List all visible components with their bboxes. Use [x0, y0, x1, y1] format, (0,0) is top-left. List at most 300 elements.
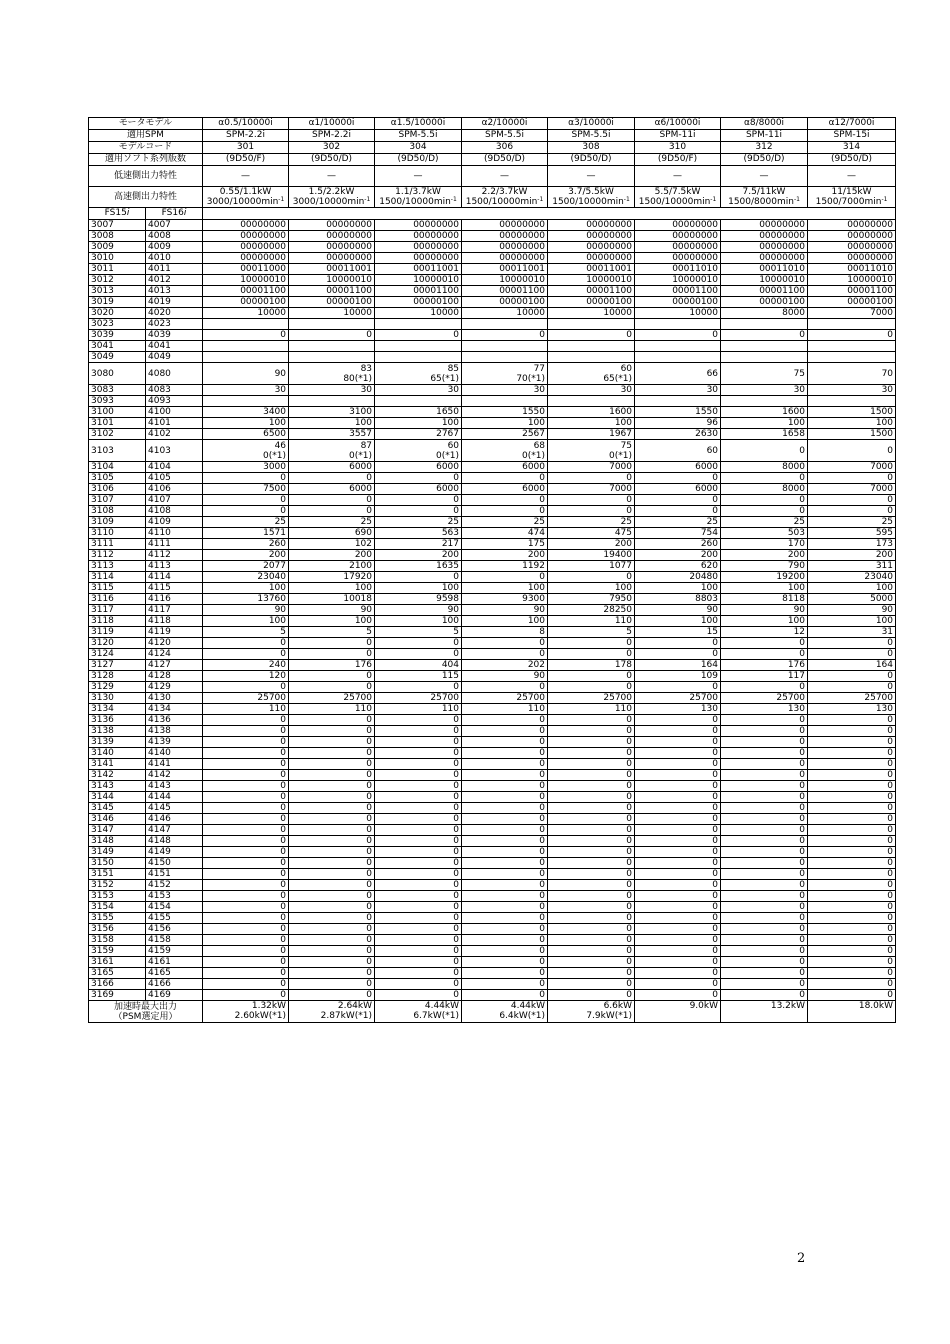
param-value-cell: 100 — [808, 583, 896, 594]
param-value-cell: 0 — [808, 737, 896, 748]
param-value-cell: 30 — [462, 385, 548, 396]
param-value-cell: 790 — [721, 561, 808, 572]
param-value-cell: 00000000 — [462, 242, 548, 253]
table-row — [89, 517, 896, 528]
param-no-fs16: 4115 — [146, 583, 203, 594]
table-row — [89, 319, 896, 330]
param-value-cell: 0 — [548, 990, 635, 1001]
param-value-cell: 0 — [721, 847, 808, 858]
param-no-fs15: 3130 — [89, 693, 146, 704]
param-value-cell: 0 — [289, 330, 375, 341]
param-value-cell: 00000000 — [808, 220, 896, 231]
param-value-cell: 10000 — [635, 308, 721, 319]
model-code-cell: 314 — [808, 142, 896, 154]
param-value-cell: 0 — [808, 858, 896, 869]
param-value-cell — [635, 341, 721, 352]
param-value-cell: 0 — [635, 847, 721, 858]
param-value-cell: 25 — [462, 517, 548, 528]
table-row — [89, 594, 896, 605]
table-row — [89, 638, 896, 649]
table-row — [89, 847, 896, 858]
param-value-cell: 6000 — [289, 484, 375, 495]
param-value-cell: 474 — [462, 528, 548, 539]
param-value-cell: 0 — [548, 935, 635, 946]
param-value-cell: 00000000 — [289, 253, 375, 264]
param-value-alt: 0(*1) — [522, 450, 546, 461]
param-no-fs16: 4159 — [146, 946, 203, 957]
param-value-cell: 0 — [203, 781, 289, 792]
param-no-fs15: 3111 — [89, 539, 146, 550]
param-value-cell — [289, 341, 375, 352]
model-model-cell: α6/10000i — [635, 118, 721, 130]
param-value-cell: 0 — [203, 330, 289, 341]
param-value-cell: 30 — [548, 385, 635, 396]
param-value-cell: 00011001 — [548, 264, 635, 275]
table-row — [89, 396, 896, 407]
param-value-cell: 0 — [375, 473, 462, 484]
speed-text: 1500/10000 — [638, 197, 694, 207]
param-value-cell: 00000100 — [808, 297, 896, 308]
param-value-cell: 754 — [635, 528, 721, 539]
param-value-cell — [375, 396, 462, 407]
param-value-cell: 0 — [808, 869, 896, 880]
param-value-cell: 0 — [548, 495, 635, 506]
param-value-cell: 200 — [289, 550, 375, 561]
param-value-cell: 7500 — [203, 484, 289, 495]
param-value-cell: 1550 — [462, 407, 548, 418]
table-row — [89, 957, 896, 968]
param-value-cell: 0 — [203, 869, 289, 880]
param-no-fs16: 4138 — [146, 726, 203, 737]
param-value-cell — [462, 352, 548, 363]
header-row-code — [89, 142, 896, 154]
param-value-cell: 0 — [462, 979, 548, 990]
param-value-cell: 0 — [289, 924, 375, 935]
param-no-fs15: 3108 — [89, 506, 146, 517]
param-value-cell: 00000000 — [808, 242, 896, 253]
param-value-cell: 0 — [548, 671, 635, 682]
footer-value: 1.32kW — [251, 1001, 287, 1011]
param-value-cell: 100 — [462, 616, 548, 627]
param-no-fs16: 4116 — [146, 594, 203, 605]
param-value-cell: 0 — [203, 715, 289, 726]
table-row — [89, 704, 896, 715]
param-value-cell: 0 — [635, 781, 721, 792]
param-value-cell: 1571 — [203, 528, 289, 539]
param-value-cell: 0 — [462, 957, 548, 968]
param-no-fs16: 4151 — [146, 869, 203, 880]
param-value-cell: 25700 — [635, 693, 721, 704]
param-value-cell: 10000010 — [462, 275, 548, 286]
param-value-cell: 0 — [635, 473, 721, 484]
param-value-cell: 0 — [289, 726, 375, 737]
param-value-cell: 5 — [375, 627, 462, 638]
param-value-cell: 00001100 — [721, 286, 808, 297]
param-value-cell: 0 — [721, 649, 808, 660]
model-spm-cell: SPM-2.2i — [203, 130, 289, 142]
param-value-cell: 10000 — [375, 308, 462, 319]
param-value-cell: 90 — [203, 605, 289, 616]
param-no-fs15: 3152 — [89, 880, 146, 891]
param-value-cell: 110 — [375, 704, 462, 715]
param-value-cell: 0 — [462, 891, 548, 902]
param-value-cell: 100 — [375, 418, 462, 429]
table-row — [89, 770, 896, 781]
param-value-cell: 1650 — [375, 407, 462, 418]
param-value-cell: 6000 — [462, 484, 548, 495]
param-value-cell: 0 — [289, 770, 375, 781]
param-value-cell: 0 — [548, 847, 635, 858]
param-value-cell: 00000000 — [548, 231, 635, 242]
param-value-cell: 0 — [462, 682, 548, 693]
param-value-cell — [462, 363, 548, 385]
param-value-cell: 0 — [375, 792, 462, 803]
param-value-cell: 595 — [808, 528, 896, 539]
param-value-cell: 2630 — [635, 429, 721, 440]
param-value-cell: 0 — [462, 792, 548, 803]
model-model-cell: α8/8000i — [721, 118, 808, 130]
table-row — [89, 627, 896, 638]
header-label-soft: 適用ソフト系列版数 — [89, 154, 203, 166]
param-value-cell: 8118 — [721, 594, 808, 605]
param-value-cell: 2767 — [375, 429, 462, 440]
table-row — [89, 825, 896, 836]
param-value-cell: 0 — [462, 737, 548, 748]
param-value-cell: 100 — [721, 616, 808, 627]
param-value-cell: 1658 — [721, 429, 808, 440]
param-value-cell: 0 — [289, 781, 375, 792]
model-model-cell: α2/10000i — [462, 118, 548, 130]
model-low-cell: — — [635, 166, 721, 187]
param-value-cell: 0 — [462, 924, 548, 935]
param-value-cell: 90 — [289, 605, 375, 616]
param-value-cell: 0 — [635, 891, 721, 902]
table-row — [89, 726, 896, 737]
param-value-cell: 1600 — [548, 407, 635, 418]
param-value-cell: 100 — [289, 583, 375, 594]
param-value-cell: 0 — [808, 440, 896, 462]
model-speed-value — [637, 197, 718, 207]
param-no-fs16: 4154 — [146, 902, 203, 913]
param-value-cell — [203, 440, 289, 462]
param-value-cell: 503 — [721, 528, 808, 539]
model-speed-value — [291, 197, 372, 207]
param-no-fs15: 3165 — [89, 968, 146, 979]
param-value-cell: 0 — [548, 902, 635, 913]
param-value-cell: 0 — [635, 979, 721, 990]
table-row — [89, 341, 896, 352]
param-value: 68 — [533, 440, 546, 451]
model-power-value: 0.55/1.1kW — [219, 187, 272, 197]
speed-unit-exponent: -1 — [278, 196, 285, 203]
param-value-cell: 0 — [548, 979, 635, 990]
param-value-cell: 00001100 — [808, 286, 896, 297]
param-value-cell: 3400 — [203, 407, 289, 418]
param-value-cell: 00011010 — [635, 264, 721, 275]
param-value-cell: 25700 — [548, 693, 635, 704]
param-value-cell: 0 — [548, 858, 635, 869]
param-value-cell: 0 — [203, 979, 289, 990]
param-value-cell: 0 — [203, 847, 289, 858]
param-value-cell: 0 — [721, 836, 808, 847]
model-soft-cell: (9D50/F) — [635, 154, 721, 166]
param-value-cell: 0 — [635, 682, 721, 693]
param-value-cell: 0 — [462, 781, 548, 792]
param-value-cell: 2567 — [462, 429, 548, 440]
table-row — [89, 253, 896, 264]
param-value-cell: 0 — [548, 473, 635, 484]
param-value-cell: 0 — [203, 506, 289, 517]
param-no-fs15: 3007 — [89, 220, 146, 231]
speed-unit-exponent: -1 — [881, 196, 888, 203]
footer-value: 2.64kW — [337, 1001, 373, 1011]
param-value-cell: 0 — [462, 913, 548, 924]
speed-text: 1500/10000 — [465, 197, 521, 207]
param-value-cell: 0 — [635, 957, 721, 968]
param-value-cell: 0 — [721, 506, 808, 517]
header-fs16: FS16i — [146, 208, 203, 220]
footer-value: 18.0kW — [858, 1001, 894, 1011]
model-low-cell: — — [375, 166, 462, 187]
table-row — [89, 759, 896, 770]
speed-text: 3000/10000 — [206, 197, 262, 207]
model-code-cell: 301 — [203, 142, 289, 154]
param-value-cell: 0 — [548, 792, 635, 803]
param-value-cell: 00000100 — [548, 297, 635, 308]
param-value-cell: 00000000 — [375, 220, 462, 231]
param-value-cell: 0 — [808, 649, 896, 660]
param-value-cell: 0 — [635, 649, 721, 660]
table-row — [89, 330, 896, 341]
param-no-fs16: 4020 — [146, 308, 203, 319]
param-value-cell: 0 — [462, 902, 548, 913]
param-value-cell: 0 — [808, 671, 896, 682]
speed-unit-exponent: -1 — [364, 196, 371, 203]
param-value-cell: 0 — [375, 572, 462, 583]
model-code-cell: 312 — [721, 142, 808, 154]
param-value-cell: 0 — [548, 924, 635, 935]
param-no-fs15: 3143 — [89, 781, 146, 792]
param-value-cell: 0 — [289, 495, 375, 506]
param-value-cell: 00000000 — [375, 242, 462, 253]
footer-value: 4.44kW — [424, 1001, 460, 1011]
model-power-value: 3.7/5.5kW — [568, 187, 614, 197]
param-value-cell: 0 — [462, 638, 548, 649]
table-row — [89, 858, 896, 869]
param-value-cell: 0 — [808, 715, 896, 726]
param-value-cell: 200 — [548, 539, 635, 550]
param-value-cell: 0 — [721, 638, 808, 649]
param-value-cell: 0 — [635, 792, 721, 803]
param-value: 83 — [360, 363, 373, 374]
param-value-cell: 7000 — [808, 484, 896, 495]
param-value-cell: 0 — [462, 715, 548, 726]
table-row — [89, 429, 896, 440]
param-value-cell: 0 — [548, 737, 635, 748]
param-value-cell: 0 — [375, 737, 462, 748]
model-soft-cell: (9D50/D) — [721, 154, 808, 166]
param-value-cell: 0 — [203, 737, 289, 748]
param-value-cell: 0 — [808, 638, 896, 649]
param-value-cell: 25700 — [375, 693, 462, 704]
header-label-high: 高速側出力特性 — [89, 187, 203, 208]
param-value-cell — [808, 319, 896, 330]
model-model-cell: α1/10000i — [289, 118, 375, 130]
param-value-cell: 0 — [462, 473, 548, 484]
param-value-cell: 100 — [462, 583, 548, 594]
table-row — [89, 352, 896, 363]
param-no-fs15: 3118 — [89, 616, 146, 627]
model-power-cell — [375, 187, 462, 208]
param-value-cell — [375, 363, 462, 385]
param-value-cell: 100 — [289, 616, 375, 627]
param-value-cell: 00001100 — [548, 286, 635, 297]
param-value-cell: 311 — [808, 561, 896, 572]
param-value-cell: 0 — [375, 495, 462, 506]
param-value-cell: 0 — [375, 748, 462, 759]
param-value-cell: 0 — [375, 847, 462, 858]
param-no-fs16: 4041 — [146, 341, 203, 352]
table-row — [89, 561, 896, 572]
header-label-spm: 適用SPM — [89, 130, 203, 142]
param-no-fs15: 3153 — [89, 891, 146, 902]
param-value-cell: 0 — [375, 781, 462, 792]
param-value-cell: 0 — [635, 748, 721, 759]
param-value-cell: 0 — [375, 869, 462, 880]
param-no-fs16: 4161 — [146, 957, 203, 968]
param-value-cell: 0 — [289, 957, 375, 968]
speed-text: 1500/7000 — [815, 197, 865, 207]
param-no-fs16: 4128 — [146, 671, 203, 682]
param-value-cell: 100 — [635, 583, 721, 594]
param-value: 85 — [447, 363, 460, 374]
param-value-cell: 100 — [375, 616, 462, 627]
param-value-cell: 10000010 — [289, 275, 375, 286]
footer-value-cell — [375, 1001, 462, 1023]
param-value-cell: 0 — [375, 968, 462, 979]
param-value-alt: 70(*1) — [516, 373, 546, 384]
param-value-cell: 23040 — [808, 572, 896, 583]
param-value: 77 — [533, 363, 546, 374]
speed-text: 1500/10000 — [379, 197, 434, 207]
table-row — [89, 968, 896, 979]
speed-unit: min — [864, 197, 882, 207]
param-value-cell: 0 — [375, 682, 462, 693]
param-value-cell: 25 — [808, 517, 896, 528]
model-code-cell: 302 — [289, 142, 375, 154]
param-value-cell: 0 — [808, 946, 896, 957]
param-no-fs15: 3008 — [89, 231, 146, 242]
param-no-fs15: 3109 — [89, 517, 146, 528]
table-row — [89, 407, 896, 418]
param-value-cell: 0 — [635, 858, 721, 869]
table-row — [89, 550, 896, 561]
param-value-cell: 0 — [808, 803, 896, 814]
param-value-cell: 31 — [808, 627, 896, 638]
param-value-cell: 0 — [203, 957, 289, 968]
param-value-cell: 0 — [203, 836, 289, 847]
param-value-cell: 0 — [635, 913, 721, 924]
footer-value: 9.0kW — [689, 1001, 719, 1011]
param-value-cell: 0 — [721, 924, 808, 935]
param-value-cell: 70 — [808, 363, 896, 385]
param-value-cell: 109 — [635, 671, 721, 682]
model-spm-cell: SPM-5.5i — [548, 130, 635, 142]
param-value-cell: 8803 — [635, 594, 721, 605]
param-no-fs15: 3023 — [89, 319, 146, 330]
param-value-cell — [635, 352, 721, 363]
param-value-cell: 0 — [808, 814, 896, 825]
param-no-fs15: 3144 — [89, 792, 146, 803]
model-power-value: 7.5/11kW — [742, 187, 786, 197]
param-value-cell — [203, 352, 289, 363]
param-value-cell: 178 — [548, 660, 635, 671]
param-no-fs15: 3169 — [89, 990, 146, 1001]
model-spm-cell: SPM-11i — [635, 130, 721, 142]
param-no-fs16: 4149 — [146, 847, 203, 858]
param-value-cell: 0 — [375, 880, 462, 891]
table-row — [89, 836, 896, 847]
param-value-cell — [808, 341, 896, 352]
param-value-cell — [635, 319, 721, 330]
param-value-cell: 0 — [808, 330, 896, 341]
param-value-cell: 00001100 — [289, 286, 375, 297]
param-no-fs16: 4139 — [146, 737, 203, 748]
param-value-cell: 0 — [548, 638, 635, 649]
param-value-cell: 0 — [203, 682, 289, 693]
param-value-cell: 0 — [808, 770, 896, 781]
param-value-cell: 1500 — [808, 429, 896, 440]
param-value-cell: 0 — [375, 957, 462, 968]
model-speed-value — [550, 197, 632, 207]
param-value-cell: 60 — [635, 440, 721, 462]
param-value-cell: 0 — [721, 902, 808, 913]
param-value-cell: 00000000 — [375, 231, 462, 242]
param-value-cell: 0 — [289, 825, 375, 836]
param-value-cell: 0 — [808, 979, 896, 990]
footer-label: 加速時最大出力 — [114, 1001, 178, 1012]
param-value-alt: 0(*1) — [263, 450, 287, 461]
param-value-cell: 90 — [635, 605, 721, 616]
param-value-cell: 00000000 — [203, 220, 289, 231]
param-value-cell: 200 — [635, 550, 721, 561]
param-value-cell: 0 — [289, 847, 375, 858]
param-no-fs16: 4169 — [146, 990, 203, 1001]
param-value-cell: 00000000 — [548, 242, 635, 253]
param-value-cell: 202 — [462, 660, 548, 671]
param-value-cell: 2100 — [289, 561, 375, 572]
footer-value-alt: 7.9kW(*1) — [586, 1011, 633, 1021]
param-value-cell: 110 — [462, 704, 548, 715]
param-value-cell: 1192 — [462, 561, 548, 572]
table-row — [89, 418, 896, 429]
param-value-cell: 0 — [721, 891, 808, 902]
param-value-cell: 0 — [289, 946, 375, 957]
param-value-cell: 9300 — [462, 594, 548, 605]
param-no-fs16: 4101 — [146, 418, 203, 429]
param-value-cell: 0 — [203, 770, 289, 781]
param-value-alt: 80(*1) — [343, 373, 373, 384]
param-no-fs16: 4158 — [146, 935, 203, 946]
param-no-fs15: 3161 — [89, 957, 146, 968]
model-soft-cell: (9D50/D) — [462, 154, 548, 166]
param-no-fs16: 4110 — [146, 528, 203, 539]
header-row-soft — [89, 154, 896, 166]
param-value-alt: 0(*1) — [436, 450, 460, 461]
param-value-cell: 173 — [808, 539, 896, 550]
model-low-cell: — — [808, 166, 896, 187]
param-value-cell: 0 — [548, 814, 635, 825]
